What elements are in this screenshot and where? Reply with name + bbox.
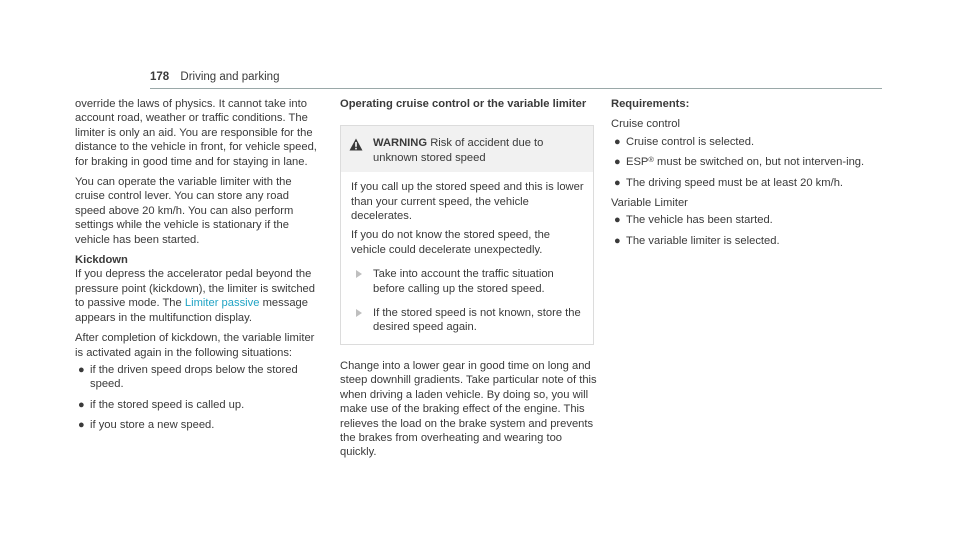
- bullet-icon: ●: [78, 363, 85, 376]
- paragraph: Change into a lower gear in good time on long and steep downhill gradients. Take particular note of this when driving a laden vehicle. By doing so, you will make use of the braking effect of the engine. This relieves the load on the brake system and prevents the brakes from overheating and wearing too quickly.: [340, 359, 597, 459]
- esp-label: ESP: [626, 156, 649, 169]
- kickdown-paragraph: [75, 267, 320, 325]
- bullet-icon: ●: [614, 135, 621, 148]
- step-text: Take into account the traffic situation before calling up the stored speed.: [373, 268, 554, 295]
- registered-mark: ®: [648, 155, 654, 165]
- warning-text: If you call up the stored speed and this is lower than your current speed, the vehicle decelerates.: [351, 181, 584, 223]
- variable-limiter-requirements: [611, 213, 873, 248]
- warning-title: Risk of accident due to unknown stored speed: [373, 137, 544, 164]
- instruction-step: [351, 267, 585, 296]
- column-2: [340, 97, 598, 460]
- arrow-right-icon: [356, 270, 362, 278]
- list-item-text: The variable limiter is selected.: [626, 234, 780, 247]
- paragraph: After completion of kickdown, the variable limiter is activated again in the following situations:: [75, 332, 315, 359]
- header-divider: [150, 88, 882, 89]
- step-text: If the stored speed is not known, store the desired speed again.: [373, 307, 581, 334]
- instruction-step: [351, 306, 585, 335]
- warning-header: [341, 126, 593, 172]
- arrow-right-icon: [356, 309, 362, 317]
- bullet-icon: ●: [78, 419, 85, 432]
- warning-title-text: [351, 136, 585, 165]
- column-3: [611, 97, 873, 254]
- paragraph: You can operate the variable limiter with the cruise control lever. You can store any road speed above 20 km/h. You can also perform settings while the vehicle is stationary if the vehicle has been started.: [75, 176, 294, 246]
- warning-body: [341, 172, 593, 344]
- list-item: [611, 234, 873, 248]
- bullet-icon: ●: [614, 234, 621, 247]
- page-header: [150, 70, 279, 84]
- group-title: Cruise control: [611, 118, 681, 131]
- bullet-icon: ●: [78, 398, 85, 411]
- warning-label: WARNING: [373, 137, 428, 150]
- list-item-text: The driving speed must be at least 20 km/h.: [626, 176, 844, 189]
- cruise-control-requirements: [611, 135, 873, 190]
- text: If you depress the accelerator pedal beyond the pressure point (kickdown), the limiter is switched to passive mode. The: [75, 268, 315, 310]
- list-item-text: must be switched on, but not interven-ing.: [657, 156, 865, 169]
- paragraph: override the laws of physics. It cannot take into account road, weather or traffic conditions. The limiter is only an aid. You are responsible for the distance to the vehicle in front, for vehicle speed, for braking in good time and for staying in lane.: [75, 98, 317, 168]
- warning-triangle-icon: [349, 138, 363, 151]
- list-item: [611, 213, 873, 227]
- list-item-text: if the stored speed is called up.: [90, 398, 245, 411]
- group-title: Variable Limiter: [611, 197, 688, 210]
- kickdown-situations-list: [75, 363, 320, 433]
- kickdown-heading: Kickdown: [75, 254, 128, 267]
- list-item: [611, 176, 873, 190]
- bullet-icon: ●: [614, 176, 621, 189]
- warning-box: [340, 125, 594, 344]
- warning-text: If you do not know the stored speed, the vehicle could decelerate unexpectedly.: [351, 229, 551, 256]
- list-item-text: if you store a new speed.: [90, 419, 215, 432]
- bullet-icon: ●: [614, 156, 621, 169]
- page-number: 178: [150, 71, 170, 83]
- requirements-heading: Requirements:: [611, 98, 690, 110]
- list-item: [75, 418, 320, 432]
- list-item-text: Cruise control is selected.: [626, 135, 755, 148]
- list-item-text: if the driven speed drops below the stored speed.: [90, 363, 298, 391]
- section-heading: Operating cruise control or the variable limiter: [340, 98, 587, 110]
- bullet-icon: ●: [614, 214, 621, 227]
- list-item: [75, 363, 320, 392]
- list-item: [611, 135, 873, 149]
- list-item: [611, 155, 873, 169]
- limiter-passive-link[interactable]: Limiter passive: [184, 297, 260, 310]
- list-item-text: The vehicle has been started.: [626, 214, 773, 227]
- list-item: [75, 398, 320, 412]
- column-1: [75, 97, 320, 439]
- text: message appears in the multifunction display.: [75, 297, 308, 324]
- section-title: Driving and parking: [180, 71, 280, 83]
